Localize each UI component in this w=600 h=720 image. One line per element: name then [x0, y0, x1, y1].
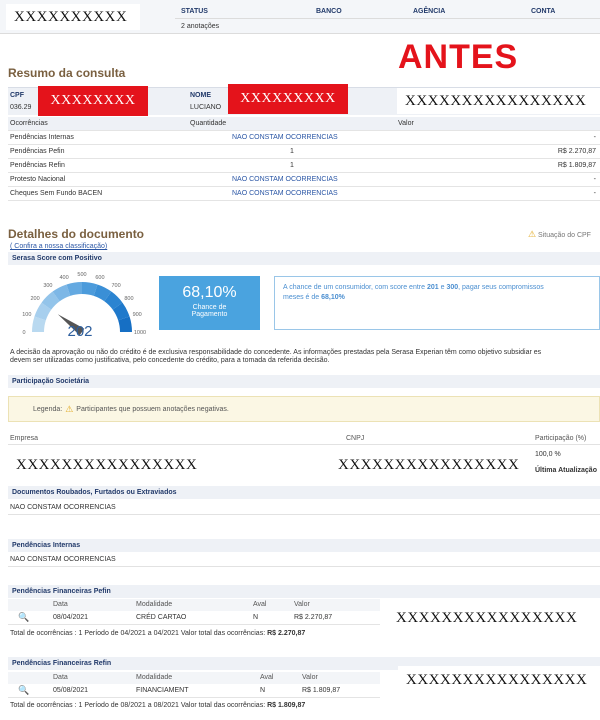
resumo-row-value: R$ 1.809,87	[557, 162, 596, 169]
pefin-col-valor: Valor	[294, 601, 310, 608]
pend-internas-value: NAO CONSTAM OCORRENCIAS	[10, 556, 116, 563]
redacted-nome: XXXXXXXXX	[228, 84, 348, 114]
pefin-aval: N	[253, 614, 259, 621]
resumo-row-qty: NAO CONSTAM OCORRENCIAS	[232, 176, 338, 183]
info-range-b: 300	[446, 284, 459, 291]
disclaimer-2: devem ser utilizadas como justificativa, pelo concedente do crédito, para a tomada da referida decisão.	[10, 357, 330, 364]
gauge-tick-label: 900	[132, 312, 142, 319]
detalhes-title: Detalhes do documento	[8, 227, 145, 241]
documentos-value: NAO CONSTAM OCORRENCIAS	[10, 504, 116, 511]
col-valor: Valor	[398, 120, 414, 127]
cpf-label: CPF	[10, 92, 24, 99]
resumo-row-name: Protesto Nacional	[10, 176, 66, 183]
gauge-tick-label: 300	[43, 283, 53, 290]
situacao-warning	[528, 229, 591, 240]
pefin-col-aval: Aval	[253, 601, 267, 608]
col-empresa: Empresa	[10, 435, 39, 442]
info-and: e	[438, 284, 447, 291]
resumo-title: Resumo da consulta	[8, 66, 126, 80]
resumo-row-name: Pendências Refin	[10, 162, 65, 169]
chance-pct: 68,10%	[182, 284, 237, 301]
ultima-atualizacao: Última Atualização	[535, 467, 597, 474]
warning-icon: ⚠	[528, 229, 537, 239]
pefin-valor: R$ 2.270,87	[294, 614, 333, 621]
chance-label-1: Chance de	[192, 304, 227, 311]
status-header: STATUS	[181, 8, 208, 15]
refin-total	[10, 702, 305, 709]
col-cnpj: CNPJ	[346, 435, 365, 442]
redacted-top-left: XXXXXXXXXX	[6, 4, 140, 30]
redacted-resumo-right: XXXXXXXXXXXXXXXX	[397, 88, 600, 114]
banco-header: BANCO	[316, 8, 342, 15]
header-divider	[175, 18, 600, 19]
stamp-antes: ANTES	[398, 38, 519, 76]
chance-info-box	[274, 276, 600, 330]
resumo-row-qty: NAO CONSTAM OCORRENCIAS	[232, 190, 338, 197]
pefin-total-value: R$ 2.270,87	[267, 630, 306, 637]
refin-bar: Pendências Financeiras Refin	[8, 657, 600, 670]
confira-link[interactable]: ( Confira a nossa classificação)	[10, 243, 108, 250]
redacted-cnpj: XXXXXXXXXXXXXXXX	[330, 451, 522, 479]
resumo-row-qty: 1	[290, 162, 294, 169]
participacao-bar: Participação Societária	[8, 375, 600, 388]
nome-value: LUCIANO	[190, 104, 222, 111]
info-text-3: meses é de	[283, 294, 322, 301]
gauge-tick-label: 0	[22, 330, 26, 336]
score-bar: Serasa Score com Positivo	[8, 252, 600, 265]
resumo-row-value: -	[593, 134, 596, 141]
pefin-modalidade: CRÉD CARTAO	[136, 614, 187, 621]
info-range-a: 201	[426, 284, 439, 291]
refin-total-prefix: Total de ocorrências : 1 Período de 08/2021 a 08/2021 Valor total das ocorrências:	[10, 702, 268, 709]
refin-data: 05/08/2021	[53, 687, 89, 694]
disclaimer-1: A decisão da aprovação ou não do crédito é de exclusiva responsabilidade do concedente. As informações prestadas pela Serasa Experian têm como objetivo subsidiar es	[10, 349, 542, 356]
info-text-2: , pagar seus compromissos	[458, 284, 544, 291]
resumo-row-name: Pendências Internas	[10, 134, 74, 141]
col-quantidade: Quantidade	[190, 120, 227, 127]
redacted-empresa: XXXXXXXXXXXXXXXX	[8, 451, 306, 479]
situacao-label: Situação do CPF	[538, 232, 591, 239]
pend-internas-line	[8, 566, 600, 567]
gauge-tick-label: 700	[111, 283, 121, 290]
score-gauge	[10, 268, 150, 342]
col-participacao: Participação (%)	[535, 435, 587, 442]
redacted-cpf: XXXXXXXX	[38, 86, 148, 116]
resumo-row-qty: 1	[290, 148, 294, 155]
refin-aval: N	[260, 687, 266, 694]
redacted-refin: XXXXXXXXXXXXXXXX	[398, 666, 600, 694]
participacao-line	[8, 444, 600, 445]
resumo-row	[8, 159, 600, 173]
search-icon[interactable]: 🔍	[18, 612, 30, 622]
resumo-col-headers	[8, 117, 600, 131]
gauge-tick-label: 1000	[133, 330, 147, 336]
resumo-row-value: -	[593, 190, 596, 197]
refin-valor: R$ 1.809,87	[302, 687, 341, 694]
gauge-tick-label: 500	[77, 272, 87, 278]
legend-box	[8, 396, 600, 422]
resumo-row	[8, 187, 600, 201]
pefin-data: 08/04/2021	[53, 614, 89, 621]
legend-label: Legenda:	[33, 405, 63, 413]
status-value: 2 anotações	[181, 23, 220, 30]
refin-modalidade: FINANCIAMENT	[136, 687, 189, 694]
pefin-col-data: Data	[53, 601, 68, 608]
refin-col-valor: Valor	[302, 674, 318, 681]
pefin-row	[8, 611, 380, 625]
participacao-value: 100,0 %	[535, 451, 561, 458]
nome-label: NOME	[190, 92, 211, 99]
refin-row	[8, 684, 380, 698]
resumo-row-name: Pendências Pefin	[10, 148, 65, 155]
refin-col-data: Data	[53, 674, 68, 681]
pefin-total-prefix: Total de ocorrências : 1 Período de 04/2021 a 04/2021 Valor total das ocorrências:	[10, 630, 268, 637]
pefin-col-modalidade: Modalidade	[136, 601, 173, 608]
info-text-1: A chance de um consumidor, com score entre	[283, 284, 427, 291]
cpf-value: 036.29	[10, 104, 32, 111]
refin-table-header	[8, 672, 380, 684]
pefin-bar: Pendências Financeiras Pefin	[8, 585, 600, 598]
agencia-header: AGÊNCIA	[413, 8, 446, 15]
redacted-pefin: XXXXXXXXXXXXXXXX	[388, 604, 600, 632]
resumo-row-value: R$ 2.270,87	[557, 148, 596, 155]
resumo-row	[8, 173, 600, 187]
gauge-tick-label: 800	[124, 295, 134, 302]
resumo-row-name: Cheques Sem Fundo BACEN	[10, 190, 103, 197]
resumo-row-value: -	[593, 176, 596, 183]
documentos-bar: Documentos Roubados, Furtados ou Extraviados	[8, 486, 600, 499]
conta-header: CONTA	[531, 8, 556, 15]
legend-text: Participantes que possuem anotações negativas.	[76, 405, 229, 413]
gauge-tick-label: 400	[59, 274, 69, 281]
refin-total-value: R$ 1.809,87	[267, 702, 306, 709]
col-ocorrencias: Ocorrências	[10, 120, 48, 127]
search-icon[interactable]: 🔍	[18, 685, 30, 695]
chance-box	[159, 276, 260, 330]
gauge-tick-label: 200	[30, 295, 40, 302]
info-pct: 68,10%	[321, 294, 345, 301]
chance-label-2: Pagamento	[191, 311, 228, 318]
pefin-total	[10, 630, 305, 637]
gauge-tick-label: 600	[95, 274, 105, 281]
gauge-tick-label: 100	[22, 312, 32, 319]
refin-col-modalidade: Modalidade	[136, 674, 173, 681]
documentos-line	[8, 514, 600, 515]
pend-internas-bar: Pendências Internas	[8, 539, 600, 552]
legend-warning-icon: ⚠	[65, 403, 74, 414]
resumo-row-qty: NAO CONSTAM OCORRENCIAS	[232, 134, 338, 141]
resumo-row	[8, 131, 600, 145]
resumo-row	[8, 145, 600, 159]
refin-col-aval: Aval	[260, 674, 274, 681]
score-value: 202	[67, 323, 93, 340]
pefin-table-header	[8, 599, 380, 611]
